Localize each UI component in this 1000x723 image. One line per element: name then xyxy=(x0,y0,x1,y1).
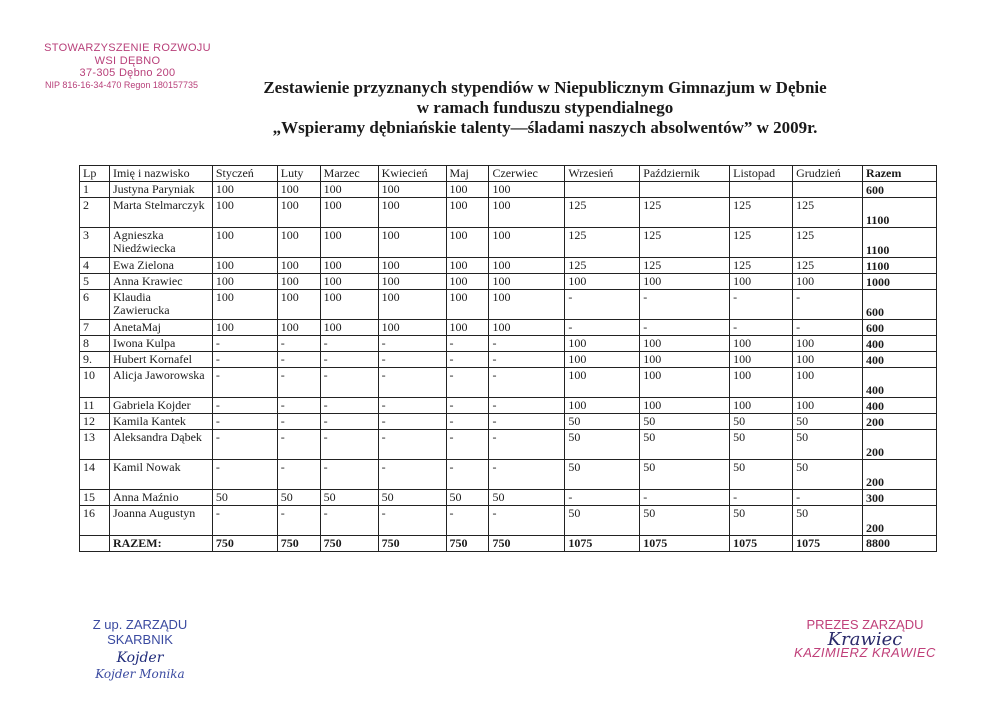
treasurer-stamp xyxy=(60,618,220,682)
row-month-value: - xyxy=(378,336,446,352)
row-month-value: 50 xyxy=(565,414,640,430)
totals-cell: 750 xyxy=(320,536,378,552)
row-month-value: - xyxy=(489,506,565,536)
row-month-value: - xyxy=(277,430,320,460)
row-month-value: 100 xyxy=(793,352,863,368)
row-month-value: 100 xyxy=(277,182,320,198)
row-month-value: 100 xyxy=(212,290,277,320)
totals-cell: 750 xyxy=(277,536,320,552)
row-month-value xyxy=(640,182,730,198)
president-signature: Krawiec xyxy=(827,628,903,650)
row-month-value: 100 xyxy=(320,274,378,290)
row-month-value: 100 xyxy=(378,228,446,258)
row-month-value: 100 xyxy=(640,352,730,368)
row-month-value: - xyxy=(489,414,565,430)
row-month-value: 100 xyxy=(277,258,320,274)
row-name: Alicja Jaworowska xyxy=(109,368,212,398)
row-month-value: 50 xyxy=(446,490,489,506)
row-month-value: - xyxy=(446,398,489,414)
row-month-value: 50 xyxy=(730,430,793,460)
row-month-value: 100 xyxy=(730,398,793,414)
table-row xyxy=(80,290,937,320)
row-month-value: - xyxy=(212,506,277,536)
row-month-value: 125 xyxy=(793,258,863,274)
table-row xyxy=(80,352,937,368)
row-month-value: - xyxy=(320,336,378,352)
row-month-value: 100 xyxy=(446,182,489,198)
row-month-value: 100 xyxy=(565,274,640,290)
row-month-value: 100 xyxy=(446,258,489,274)
row-month-value: 100 xyxy=(320,290,378,320)
row-name: Agnieszka Niedźwiecka xyxy=(109,228,212,258)
row-month-value: 125 xyxy=(793,198,863,228)
header-name: Imię i nazwisko xyxy=(109,166,212,182)
row-month-value: - xyxy=(730,290,793,320)
row-month-value: 125 xyxy=(640,198,730,228)
row-month-value: - xyxy=(320,506,378,536)
row-total: 600 xyxy=(863,182,937,198)
row-month-value: 100 xyxy=(489,198,565,228)
row-month-value: 100 xyxy=(320,198,378,228)
table-row xyxy=(80,506,937,536)
row-month-value: 50 xyxy=(640,506,730,536)
table-row xyxy=(80,490,937,506)
row-month-value: 100 xyxy=(212,274,277,290)
row-month-value: - xyxy=(446,430,489,460)
scholarship-table xyxy=(79,165,937,552)
row-lp: 4 xyxy=(80,258,110,274)
title-line-1: Zestawienie przyznanych stypendiów w Niepublicznym Gimnazjum w Dębnie xyxy=(263,78,827,97)
row-month-value: 100 xyxy=(730,368,793,398)
row-month-value: 100 xyxy=(793,368,863,398)
row-month-value: 100 xyxy=(212,182,277,198)
row-name: Anna Maźnio xyxy=(109,490,212,506)
row-month-value: 100 xyxy=(378,182,446,198)
row-month-value: 100 xyxy=(730,352,793,368)
row-month-value: - xyxy=(489,430,565,460)
row-month-value: - xyxy=(446,414,489,430)
header-dec: Grudzień xyxy=(793,166,863,182)
table-row xyxy=(80,460,937,490)
row-month-value: - xyxy=(320,352,378,368)
row-total: 400 xyxy=(863,336,937,352)
document-title xyxy=(150,78,940,138)
stamp-line-2: WSI DĘBNO xyxy=(94,54,161,67)
row-month-value: 125 xyxy=(565,228,640,258)
header-mar: Marzec xyxy=(320,166,378,182)
stamp-line-1: STOWARZYSZENIE ROZWOJU xyxy=(44,42,211,54)
table-row xyxy=(80,398,937,414)
title-line-3: „Wspieramy dębniańskie talenty—śladami naszych absolwentów” w 2009r. xyxy=(272,118,818,137)
row-month-value: - xyxy=(489,368,565,398)
row-month-value: 100 xyxy=(212,320,277,336)
treasurer-line-2: SKARBNIK xyxy=(107,631,173,647)
row-month-value: - xyxy=(277,506,320,536)
totals-cell: 1075 xyxy=(793,536,863,552)
treasurer-name: Kojder Monika xyxy=(95,666,185,681)
header-may: Maj xyxy=(446,166,489,182)
row-month-value: - xyxy=(446,506,489,536)
row-month-value: 100 xyxy=(212,198,277,228)
row-month-value: 100 xyxy=(640,398,730,414)
row-month-value: - xyxy=(640,490,730,506)
row-total: 400 xyxy=(863,398,937,414)
row-lp: 3 xyxy=(80,228,110,258)
table-row xyxy=(80,198,937,228)
row-name: Kamila Kantek xyxy=(109,414,212,430)
row-month-value: - xyxy=(446,368,489,398)
row-month-value: 50 xyxy=(565,460,640,490)
row-total: 1000 xyxy=(863,274,937,290)
row-month-value: 100 xyxy=(277,320,320,336)
row-month-value: 100 xyxy=(730,274,793,290)
row-lp: 15 xyxy=(80,490,110,506)
row-total: 1100 xyxy=(863,198,937,228)
table-row xyxy=(80,320,937,336)
row-month-value: 100 xyxy=(489,320,565,336)
row-month-value: 100 xyxy=(378,198,446,228)
row-month-value: - xyxy=(320,398,378,414)
president-name: KAZIMIERZ KRAWIEC xyxy=(794,644,936,660)
totals-cell: 1075 xyxy=(730,536,793,552)
row-month-value: 100 xyxy=(489,258,565,274)
row-month-value: - xyxy=(446,336,489,352)
row-month-value: 100 xyxy=(640,368,730,398)
row-month-value: - xyxy=(446,352,489,368)
row-month-value: 100 xyxy=(212,258,277,274)
row-month-value: - xyxy=(730,320,793,336)
row-month-value: 100 xyxy=(320,258,378,274)
row-month-value: 50 xyxy=(489,490,565,506)
row-month-value: 50 xyxy=(730,414,793,430)
row-month-value: 100 xyxy=(640,274,730,290)
row-month-value: 100 xyxy=(489,274,565,290)
row-lp: 16 xyxy=(80,506,110,536)
row-name: Kamil Nowak xyxy=(109,460,212,490)
header-total: Razem xyxy=(863,166,937,182)
totals-cell: 1075 xyxy=(565,536,640,552)
row-month-value: - xyxy=(320,414,378,430)
row-month-value: - xyxy=(489,398,565,414)
row-month-value: 100 xyxy=(212,228,277,258)
header-lp: Lp xyxy=(80,166,110,182)
row-month-value: 100 xyxy=(378,258,446,274)
row-lp: 5 xyxy=(80,274,110,290)
row-total: 400 xyxy=(863,368,937,398)
row-month-value: - xyxy=(446,460,489,490)
row-total: 200 xyxy=(863,506,937,536)
row-month-value: - xyxy=(565,320,640,336)
row-month-value: 100 xyxy=(378,274,446,290)
row-month-value: - xyxy=(378,368,446,398)
row-month-value: 50 xyxy=(793,506,863,536)
row-month-value: 100 xyxy=(565,368,640,398)
row-lp: 9. xyxy=(80,352,110,368)
row-month-value: - xyxy=(212,414,277,430)
row-month-value: - xyxy=(793,490,863,506)
row-month-value: - xyxy=(565,290,640,320)
row-month-value: - xyxy=(640,320,730,336)
row-month-value: - xyxy=(212,460,277,490)
row-total: 200 xyxy=(863,460,937,490)
row-month-value: 100 xyxy=(378,320,446,336)
row-month-value: 100 xyxy=(320,320,378,336)
row-month-value: - xyxy=(378,414,446,430)
row-month-value: - xyxy=(277,414,320,430)
row-month-value: 100 xyxy=(730,336,793,352)
row-month-value: 50 xyxy=(730,506,793,536)
totals-row xyxy=(80,536,937,552)
row-total: 200 xyxy=(863,414,937,430)
row-month-value: 125 xyxy=(730,228,793,258)
row-month-value: - xyxy=(277,368,320,398)
row-month-value: 125 xyxy=(793,228,863,258)
row-lp: 2 xyxy=(80,198,110,228)
row-month-value: 100 xyxy=(640,336,730,352)
row-month-value: - xyxy=(320,368,378,398)
totals-label: RAZEM: xyxy=(109,536,212,552)
row-lp: 7 xyxy=(80,320,110,336)
row-total: 400 xyxy=(863,352,937,368)
header-apr: Kwiecień xyxy=(378,166,446,182)
president-line-1: PREZES ZARZĄDU xyxy=(806,617,924,632)
row-month-value: 125 xyxy=(565,198,640,228)
row-lp: 1 xyxy=(80,182,110,198)
row-month-value: 100 xyxy=(446,320,489,336)
row-month-value: 100 xyxy=(565,336,640,352)
row-month-value: 100 xyxy=(565,352,640,368)
row-month-value: 100 xyxy=(489,290,565,320)
table-row xyxy=(80,182,937,198)
row-month-value: - xyxy=(320,460,378,490)
row-month-value: 50 xyxy=(640,460,730,490)
row-month-value: 50 xyxy=(730,460,793,490)
row-month-value: 50 xyxy=(793,414,863,430)
row-month-value: 100 xyxy=(446,198,489,228)
row-total: 300 xyxy=(863,490,937,506)
president-stamp xyxy=(770,618,960,661)
row-month-value: 50 xyxy=(212,490,277,506)
row-month-value: - xyxy=(277,398,320,414)
row-month-value: 50 xyxy=(793,430,863,460)
row-name: Hubert Kornafel xyxy=(109,352,212,368)
row-lp: 12 xyxy=(80,414,110,430)
row-name: AnetaMaj xyxy=(109,320,212,336)
totals-cell: 750 xyxy=(212,536,277,552)
row-month-value: 100 xyxy=(793,274,863,290)
row-month-value: 100 xyxy=(446,290,489,320)
row-month-value: 50 xyxy=(640,414,730,430)
row-month-value: - xyxy=(320,430,378,460)
grand-total: 8800 xyxy=(863,536,937,552)
row-month-value: 100 xyxy=(565,398,640,414)
row-month-value: - xyxy=(378,506,446,536)
row-month-value: 100 xyxy=(446,228,489,258)
header-jun: Czerwiec xyxy=(489,166,565,182)
row-month-value: - xyxy=(212,336,277,352)
row-month-value: - xyxy=(212,430,277,460)
row-month-value: - xyxy=(277,336,320,352)
row-total: 200 xyxy=(863,430,937,460)
row-month-value: - xyxy=(378,398,446,414)
row-lp: 6 xyxy=(80,290,110,320)
totals-cell: 750 xyxy=(489,536,565,552)
table-header-row xyxy=(80,166,937,182)
row-month-value xyxy=(565,182,640,198)
row-month-value: 100 xyxy=(320,182,378,198)
row-month-value xyxy=(793,182,863,198)
header-jan: Styczeń xyxy=(212,166,277,182)
row-month-value: 100 xyxy=(489,228,565,258)
stamp-line-4: NIP 816-16-34-470 Regon 180157735 xyxy=(45,79,198,90)
totals-cell: 1075 xyxy=(640,536,730,552)
row-month-value: 100 xyxy=(320,228,378,258)
table-row xyxy=(80,336,937,352)
row-month-value: 50 xyxy=(793,460,863,490)
row-lp: 11 xyxy=(80,398,110,414)
row-month-value: 100 xyxy=(793,398,863,414)
row-month-value: - xyxy=(212,352,277,368)
row-month-value xyxy=(730,182,793,198)
row-month-value: 50 xyxy=(277,490,320,506)
row-name: Aleksandra Dąbek xyxy=(109,430,212,460)
row-month-value: - xyxy=(565,490,640,506)
row-name: Klaudia Zawierucka xyxy=(109,290,212,320)
row-month-value: 100 xyxy=(277,228,320,258)
row-name: Ewa Zielona xyxy=(109,258,212,274)
header-nov: Listopad xyxy=(730,166,793,182)
header-oct: Październik xyxy=(640,166,730,182)
treasurer-signature: Kojder xyxy=(116,649,164,666)
totals-lp-cell xyxy=(80,536,110,552)
table-row xyxy=(80,368,937,398)
row-month-value: 100 xyxy=(446,274,489,290)
row-total: 1100 xyxy=(863,258,937,274)
row-name: Gabriela Kojder xyxy=(109,398,212,414)
row-month-value: - xyxy=(640,290,730,320)
row-month-value: 50 xyxy=(640,430,730,460)
row-month-value: 125 xyxy=(730,198,793,228)
row-month-value: 100 xyxy=(793,336,863,352)
row-month-value: - xyxy=(793,320,863,336)
totals-cell: 750 xyxy=(446,536,489,552)
row-lp: 13 xyxy=(80,430,110,460)
row-month-value: 125 xyxy=(640,228,730,258)
row-name: Anna Krawiec xyxy=(109,274,212,290)
row-name: Joanna Augustyn xyxy=(109,506,212,536)
row-name: Iwona Kulpa xyxy=(109,336,212,352)
row-month-value: - xyxy=(793,290,863,320)
table-row xyxy=(80,228,937,258)
row-month-value: 50 xyxy=(565,506,640,536)
row-month-value: 100 xyxy=(277,274,320,290)
row-month-value: 50 xyxy=(320,490,378,506)
row-month-value: 100 xyxy=(378,290,446,320)
totals-cell: 750 xyxy=(378,536,446,552)
row-month-value: - xyxy=(212,368,277,398)
table-row xyxy=(80,414,937,430)
row-month-value: 125 xyxy=(565,258,640,274)
row-month-value: - xyxy=(489,460,565,490)
header-feb: Luty xyxy=(277,166,320,182)
row-month-value: - xyxy=(277,352,320,368)
row-month-value: - xyxy=(378,430,446,460)
row-name: Marta Stelmarczyk xyxy=(109,198,212,228)
row-total: 1100 xyxy=(863,228,937,258)
header-sep: Wrzesień xyxy=(565,166,640,182)
row-total: 600 xyxy=(863,290,937,320)
table-row xyxy=(80,430,937,460)
row-month-value: - xyxy=(730,490,793,506)
row-month-value: - xyxy=(277,460,320,490)
row-month-value: - xyxy=(489,352,565,368)
table-row xyxy=(80,274,937,290)
row-lp: 14 xyxy=(80,460,110,490)
row-month-value: 125 xyxy=(730,258,793,274)
row-month-value: 100 xyxy=(489,182,565,198)
stamp-line-3: 37-305 Dębno 200 xyxy=(79,67,176,80)
treasurer-line-1: Z up. ZARZĄDU xyxy=(92,617,188,632)
row-month-value: - xyxy=(378,460,446,490)
row-month-value: 125 xyxy=(640,258,730,274)
row-month-value: - xyxy=(378,352,446,368)
table-row xyxy=(80,258,937,274)
row-month-value: 50 xyxy=(565,430,640,460)
row-lp: 10 xyxy=(80,368,110,398)
title-line-2: w ramach funduszu stypendialnego xyxy=(416,98,674,117)
row-month-value: - xyxy=(489,336,565,352)
row-month-value: 100 xyxy=(277,198,320,228)
row-month-value: 50 xyxy=(378,490,446,506)
row-total: 600 xyxy=(863,320,937,336)
row-month-value: - xyxy=(212,398,277,414)
row-lp: 8 xyxy=(80,336,110,352)
row-name: Justyna Paryniak xyxy=(109,182,212,198)
row-month-value: 100 xyxy=(277,290,320,320)
